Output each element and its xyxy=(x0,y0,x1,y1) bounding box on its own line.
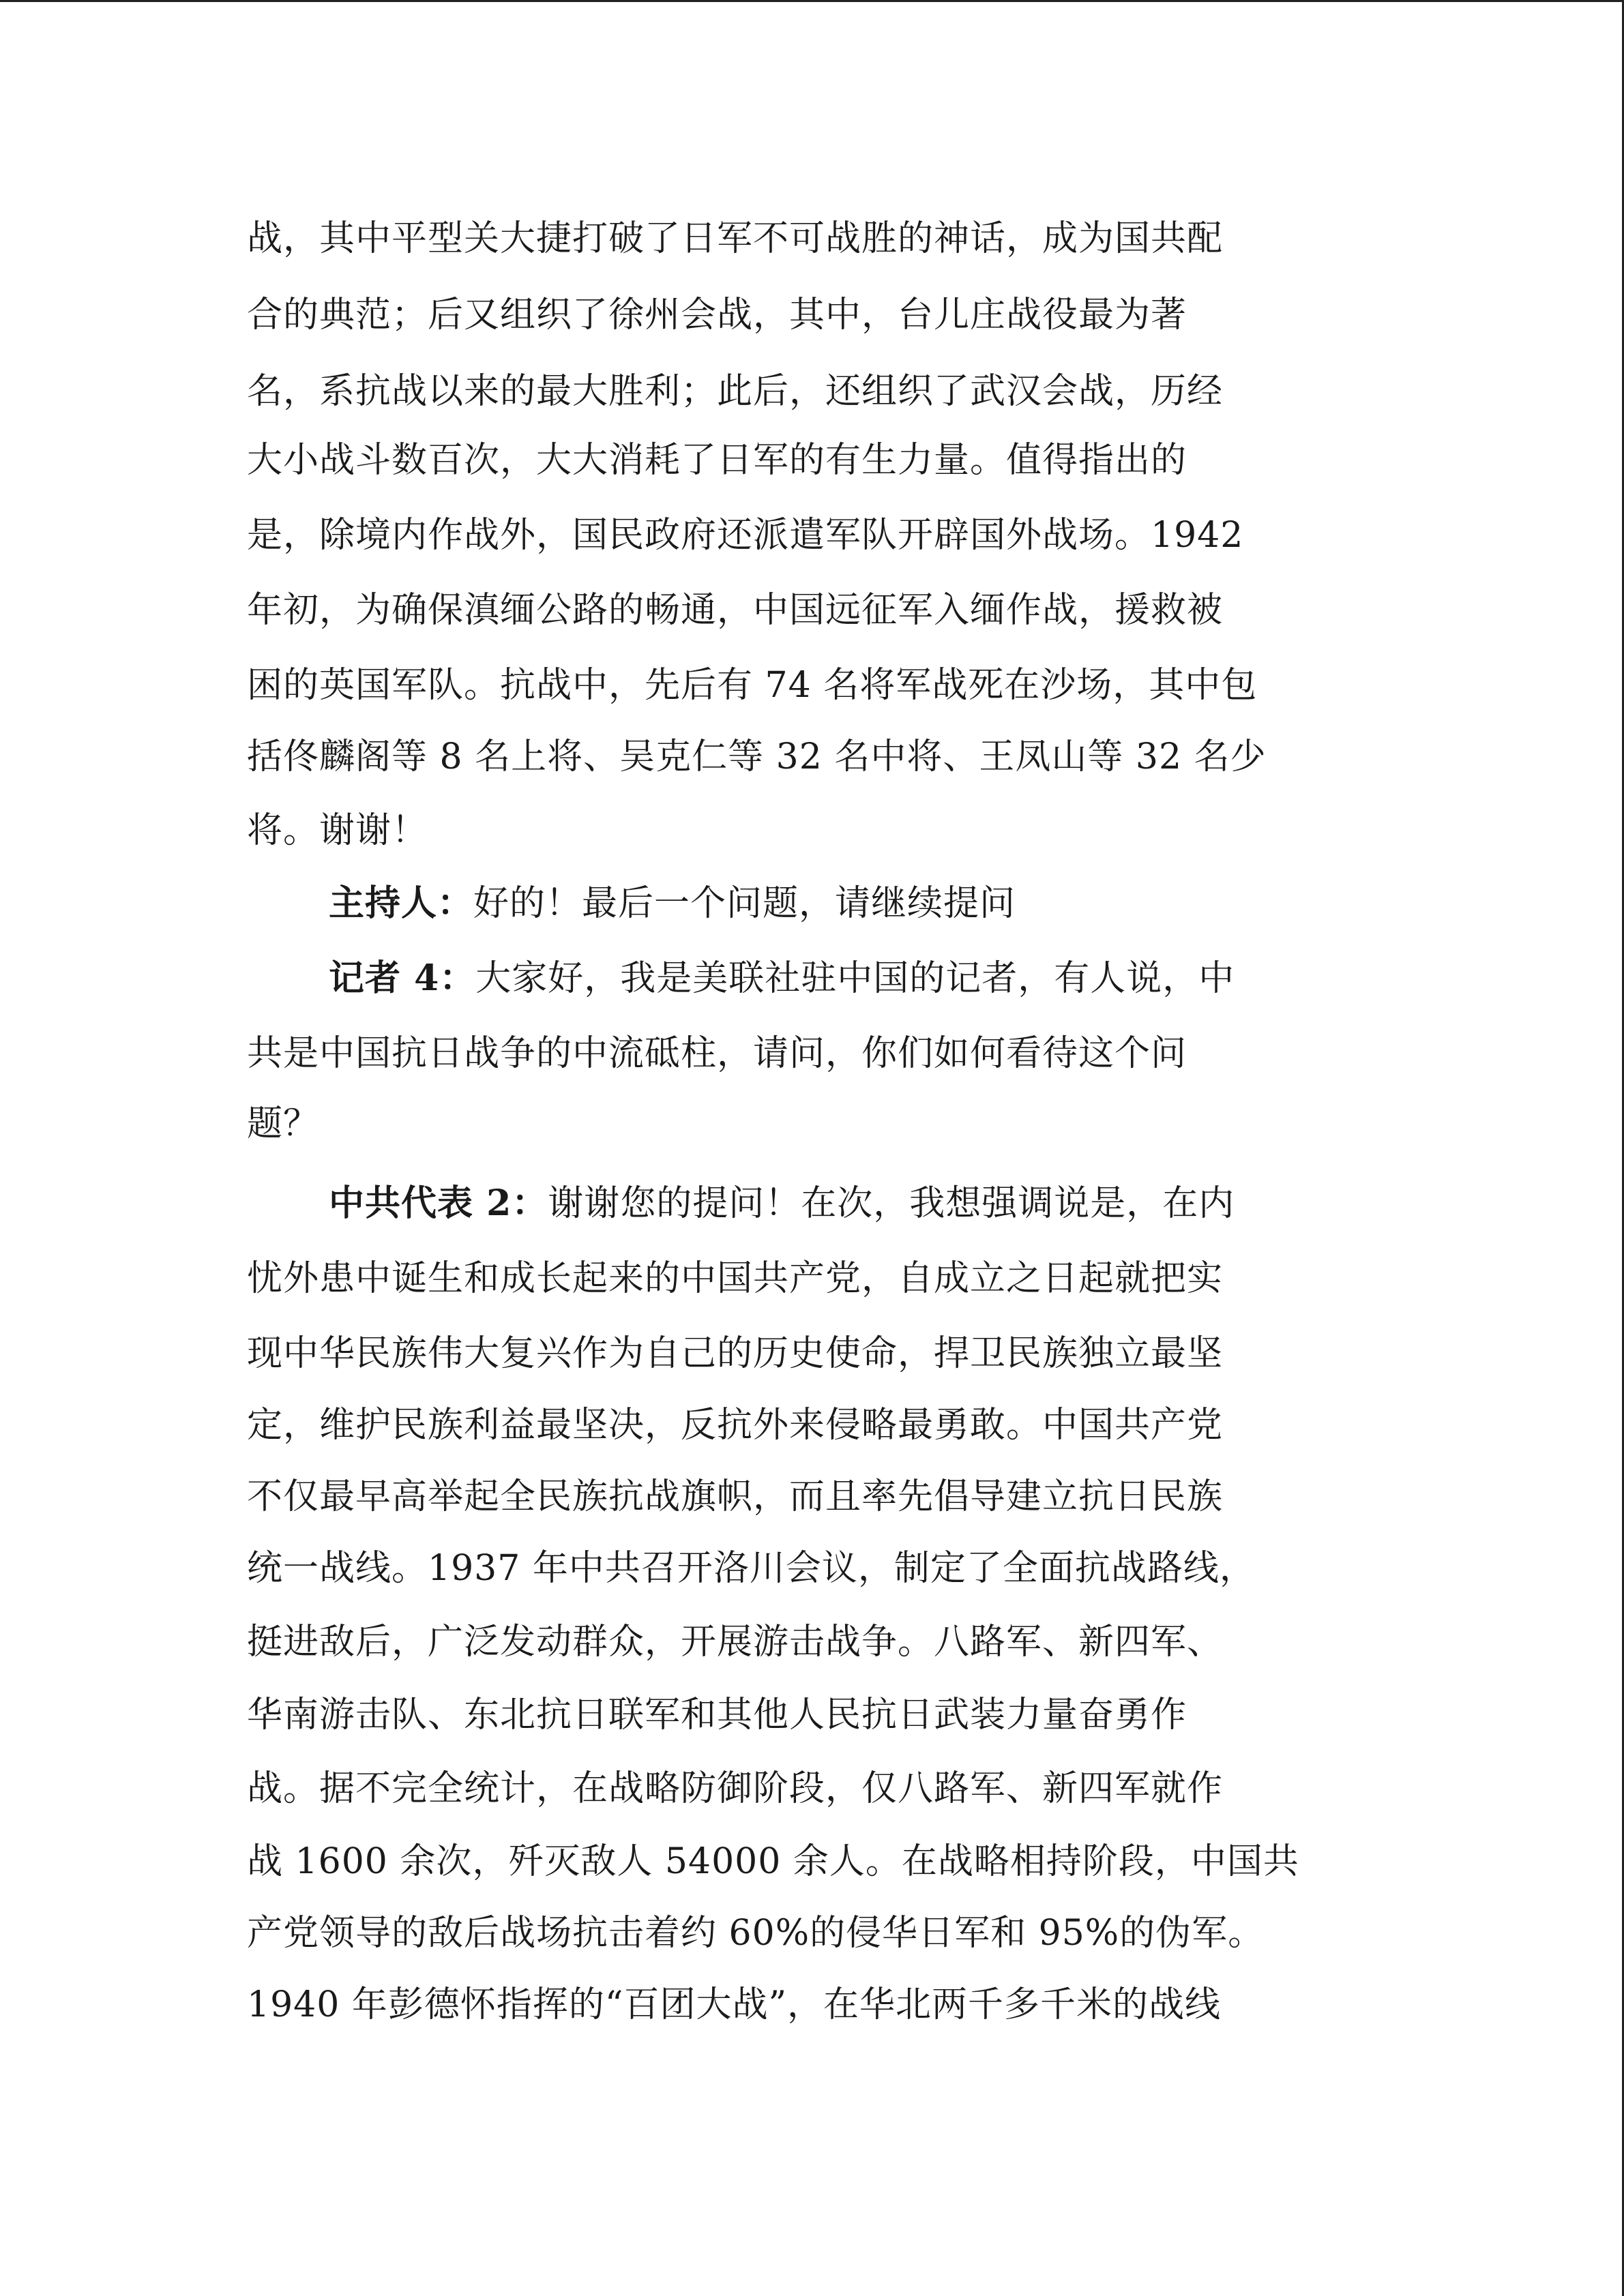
text-line: 括佟麟阁等 8 名上将、吴克仁等 32 名中将、王凤山等 32 名少 xyxy=(247,736,1267,777)
speaker-paragraph-cpc-rep xyxy=(329,1183,1235,1224)
text-line: 战 1600 余次，歼灭敌人 54000 余人。在战略相持阶段，中国共 xyxy=(247,1841,1299,1882)
speaker-label: 记者 4： xyxy=(329,957,476,999)
text-line: 挺进敌后，广泛发动群众，开展游击战争。八路军、新四军、 xyxy=(247,1622,1224,1663)
text-line: 1940 年彭德怀指挥的“百团大战”，在华北两千多千米的战线 xyxy=(247,1984,1222,2025)
text-line: 困的英国军队。抗战中，先后有 74 名将军战死在沙场，其中包 xyxy=(247,665,1258,706)
text-line: 产党领导的敌后战场抗击着约 60%的侵华日军和 95%的伪军。 xyxy=(247,1913,1265,1954)
text-line: 题？ xyxy=(247,1103,320,1144)
text-line: 年初，为确保滇缅公路的畅通，中国远征军入缅作战，援救被 xyxy=(247,590,1224,631)
text-line: 现中华民族伟大复兴作为自己的历史使命，捍卫民族独立最坚 xyxy=(247,1333,1224,1374)
text-line: 合的典范；后又组织了徐州会战，其中，台儿庄战役最为著 xyxy=(247,295,1187,336)
text-line: 定，维护民族利益最坚决，反抗外来侵略最勇敢。中国共产党 xyxy=(247,1405,1224,1446)
speech-text: 谢谢您的提问！在次，我想强调说是，在内 xyxy=(548,1183,1235,1224)
text-line: 战，其中平型关大捷打破了日军不可战胜的神话，成为国共配 xyxy=(247,218,1224,259)
speaker-label: 主持人： xyxy=(329,882,474,924)
text-line: 共是中国抗日战争的中流砥柱，请问，你们如何看待这个问 xyxy=(247,1033,1187,1074)
speaker-label: 中共代表 2： xyxy=(329,1182,548,1224)
text-line: 不仅最早高举起全民族抗战旗帜，而且率先倡导建立抗日民族 xyxy=(247,1476,1224,1517)
text-line: 名，系抗战以来的最大胜利；此后，还组织了武汉会战，历经 xyxy=(247,371,1224,412)
text-line: 忧外患中诞生和成长起来的中国共产党，自成立之日起就把实 xyxy=(247,1258,1224,1299)
text-line: 统一战线。1937 年中共召开洛川会议，制定了全面抗战路线， xyxy=(247,1548,1256,1589)
text-line: 大小战斗数百次，大大消耗了日军的有生力量。值得指出的 xyxy=(247,440,1187,481)
text-line: 战。据不完全统计，在战略防御阶段，仅八路军、新四军就作 xyxy=(247,1768,1224,1809)
speaker-paragraph-host xyxy=(329,883,1016,924)
speaker-paragraph-reporter xyxy=(329,958,1235,999)
text-line: 将。谢谢！ xyxy=(247,810,428,851)
text-line: 是，除境内作战外，国民政府还派遣军队开辟国外战场。1942 xyxy=(247,515,1244,556)
text-line: 华南游击队、东北抗日联军和其他人民抗日武装力量奋勇作 xyxy=(247,1695,1187,1735)
speech-text: 好的！最后一个问题，请继续提问 xyxy=(473,883,1016,924)
speech-text: 大家好，我是美联社驻中国的记者，有人说，中 xyxy=(475,958,1235,999)
